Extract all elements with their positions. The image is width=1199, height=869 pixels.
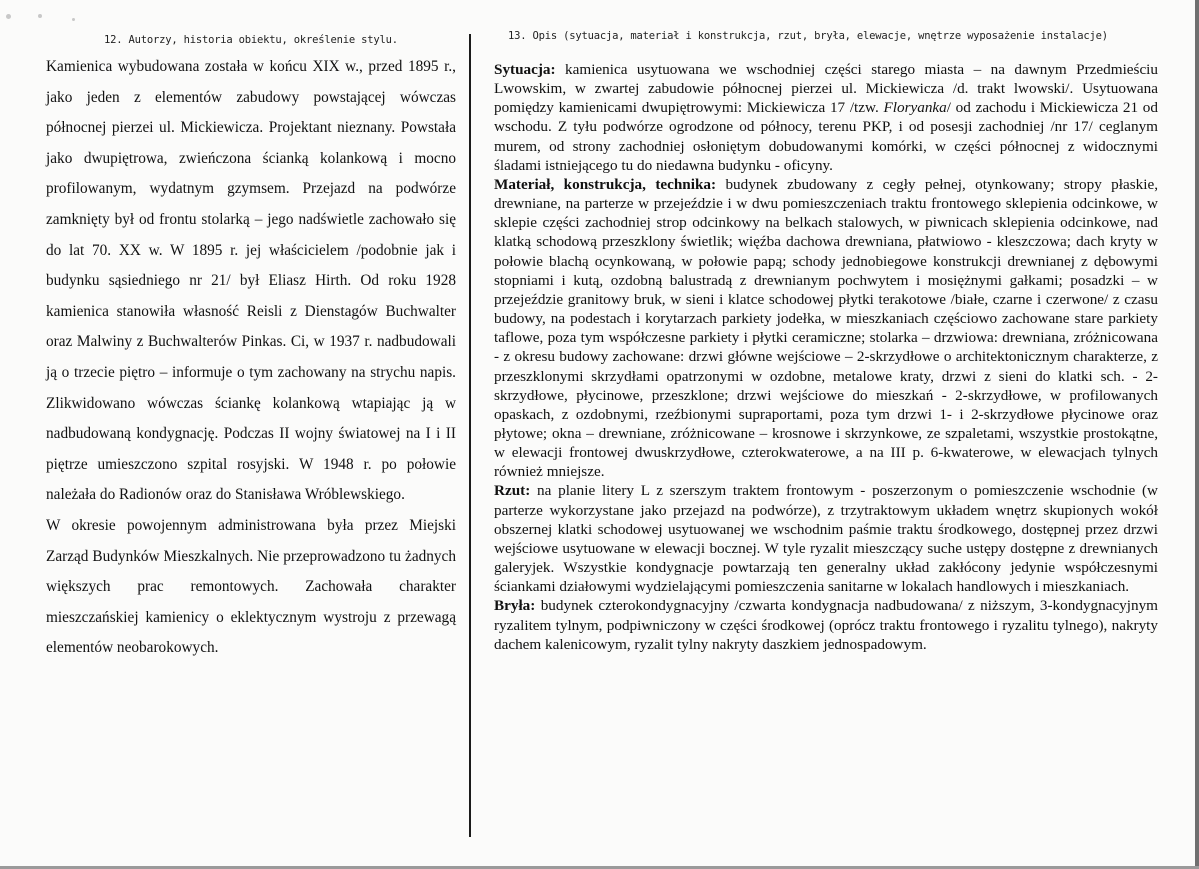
plan-text: na planie litery L z szerszym traktem frontowym - poszerzonym o pomieszczenie wschodnie (w parterze wykorzystane jako przejazd na podwórze), z trzytraktowym układem wnętrz skupionych wokół obszernej klatki schodowej usytuowanej we wschodnim paśmie traktu środkowego, dostępnej przez drzwi wejściowe usytuowane w elewacji bocznej. W tyle ryzalit mieszczący suche ustępy dostępne z drewnianych galeryjek. Wszystkie kondygnacje powtarzają ten generalny układ zakłócony jedynie współczesnymi ściankami działowymi wydzielającymi pomieszczenia sanitarne w lokalach handlowych i mieszkaniach. [494,482,1158,596]
massing-label: Bryła: [494,597,536,615]
history-paragraph-1: Kamienica wybudowana została w końcu XIX w., przed 1895 r., jako jeden z elementów zabudowy powstającej wówczas północnej pierzei ul. Mickiewicza. Projektant nieznany. Powstała jako dwupiętrowa, zwieńczona ścianką kolankową i mocno profilowanym, wydatnym gzymsem. Przejazd na podwórze zamknięty był od frontu stolarką – jego nadświetle zachowało się do lat 70. XX w. W 1895 r. jej właścicielem /podobnie jak i budynku sąsiedniego nr 21/ był Eliasz Hirth. Od roku 1928 kamienica stanowiła własność Reisli z Dienstagów Buchwalter oraz Malwiny z Buchwalterów Pinkas. Ci, w 1937 r. nadbudowali ją o trzecie piętro – informuje o tym zachowany na strychu napis. Zlikwidowano wówczas ściankę kolankową wtapiając ją w nadbudowaną kondygnację. Podczas II wojny światowej na I i II piętrze umieszczono szpital rosyjski. W 1948 r. po połowie należała do Radionów oraz do Stanisława Wróblewskiego. [46,58,456,504]
situation-label: Sytuacja: [494,61,556,78]
massing-paragraph [494,596,1158,653]
plan-label: Rzut: [494,482,531,500]
scan-edge-right [1195,0,1199,869]
material-text: budynek zbudowany z cegły pełnej, otynkowany; stropy płaskie, drewniane, na parterze w przejeździe i w dwu pomieszczeniach traktu frontowego sklepienia odcinkowe, w sklepie części zachodniej strop odcinkowy na belkach stalowych, w piwnicach sklepienia odcinkowe, nad klatką schodową przeszklony świetlik; więźba dachowa drewniana, płatwiowo - kleszczowa; dach kryty w połowie blachą ocynkowaną, w połowie papą; schody jednobiegowe konstrukcji drewnianej z dębowymi stopniami i kutą, ozdobną balustradą z drewnianym pochwytem i mosiężnymi gałkami; posadzki – w przejeździe granitowy bruk, w sieni i klatce schodowej płytki terakotowe /białe, czarne i czerwone/ z czasu budowy, na podestach i korytarzach parkiety jodełka, w mieszkaniach częściowo zachowane stare parkiety taflowe, poza tym współczesne parkiety i płytki ceramiczne; stolarka – drzwiowa: drewniana, zróżnicowana - z okresu budowy zachowane: drzwi główne wejściowe – 2-skrzydłowe o architektonicznym charakterze, z przeszklonymi skrzydłami opatrzonymi w ozdobne, metalowe kraty, drzwi z sieni do klatki sch. - 2-skrzydłowe, płycinowe, przeszklone; drzwi wejściowe do mieszkań - 2-skrzydłowe, w profilowanych opaskach, z ozdobnymi, rzeźbionymi supraportami, poza tym drzwi 1- i 2-skrzydłowe płycinowe oraz płytowe; okna – drewniane, zróżnicowane – krosnowe i skrzynkowe, ze szpaletami, wszystkie prostokątne, w elewacji frontowej dwuskrzydłowe, czterokwaterowe, a na III p. 6-kwaterowe, w elewacjach tylnych również mniejsze. [494,175,1158,481]
situation-text: kamienica usytuowana we wschodniej części starego miasta – na dawnym Przedmieściu Lwowskim, w zwartej zabudowie północnej pierzei ul. Mickiewicza /d. trakt lwowski/. Usytuowana pomiędzy kamienicami dwupiętrowymi: Mickiewicza 17 /tzw. [494,61,1158,117]
section-13-heading: 13. Opis (sytuacja, materiał i konstrukcja, rzut, bryła, elewacje, wnętrze wyposażenie instalacje) [508,30,1108,42]
scan-speck [6,14,11,19]
material-label: Materiał, konstrukcja, technika: [494,175,717,193]
material-paragraph [494,175,1158,482]
scan-speck [38,14,42,18]
situation-paragraph [494,60,1158,175]
situation-italic-name: Floryanka [883,99,947,117]
massing-text: budynek czterokondygnacyjny /czwarta kondygnacja nadbudowana/ z niższym, 3-kondygnacyjnym ryzalitem tylnym, podpiwniczony w części środkowej (oprócz traktu frontowego i ryzalitu tylnego), nakryty dachem kalenicowym, ryzalit tylny nakryty daszkiem jednospadowym. [494,597,1158,653]
history-column [46,34,456,664]
section-12-heading: 12. Autorzy, historia obiektu, określenie stylu. [104,34,398,46]
description-column [494,30,1158,654]
situation-text-continued: / od zachodu i Mickiewicza 21 od wschodu. Z tyłu podwórze ogrodzone od północy, terenu PKP, i od posesji zachodniej /nr 17/ ceglanym murem, od strony zachodniej osłoniętym dobudowanymi komórki, w części północnej z widocznymi śladami istniejącego tu do niedawna budynku - oficyny. [494,99,1158,174]
history-paragraph-2: W okresie powojennym administrowana była przez Miejski Zarząd Budynków Mieszkalnych. Nie przeprowadzono tu żadnych większych prac remontowych. Zachowała charakter mieszczańskiej kamienicy o eklektycznym wystroju z przewagą elementów neobarokowych. [46,516,456,657]
scan-speck [72,18,75,21]
plan-paragraph [494,481,1158,596]
column-divider [469,34,471,837]
